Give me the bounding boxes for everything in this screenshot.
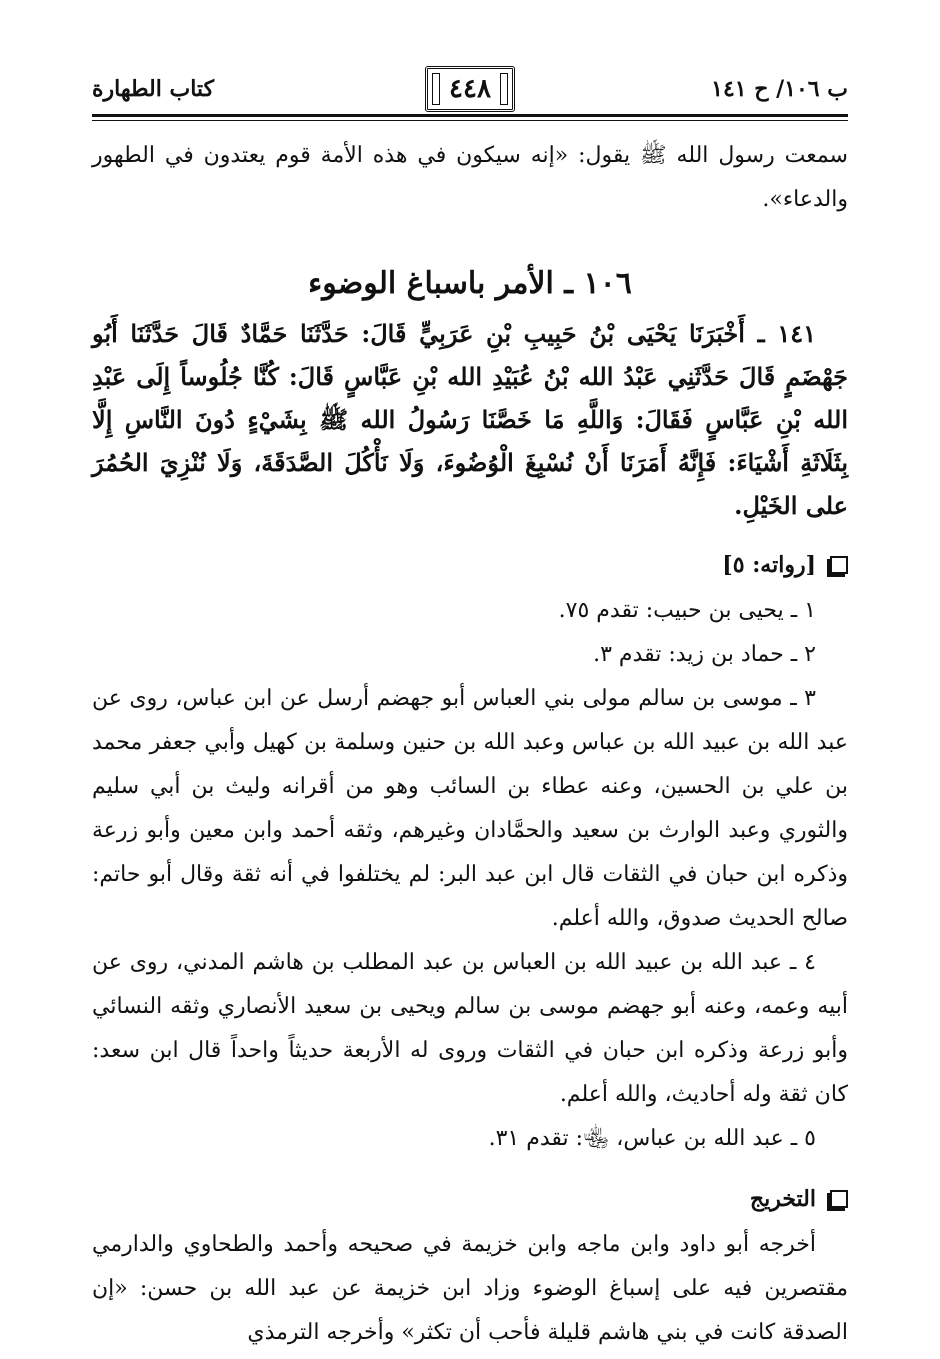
checkbox-square-icon [830, 556, 848, 574]
narrator-item: ٤ ـ عبد الله بن عبيد الله بن العباس بن عبد المطلب بن هاشم المدني، روى عن أبيه وعمه، وعنه أبو جهضم موسى بن سالم ويحيى بن سعيد الأنصاري وثقه النسائي وأبو زرعة وذكره ابن حبان في الثقات وروى له الأربعة حديثاً واحداً قال ابن سعد: كان ثقة وله أحاديث، والله أعلم. [92, 950, 848, 1107]
hadith-text: ١٤١ ـ أَخْبَرَنَا يَحْيَى بْنُ حَبِيبِ بْنِ عَرَبِيٍّ قَالَ: حَدَّثَنَا حَمَّادٌ قَالَ حَدَّثَنَا أَبُو جَهْضَمٍ قَالَ حَدَّثَنِي عَبْدُ الله بْنُ عُبَيْدِ الله بْنِ عَبَّاسٍ قَالَ: كُنَّا جُلُوساً إِلَى عَبْدِ الله بْنِ عَبَّاسٍ فَقَالَ: وَاللَّهِ مَا خَصَّنَا رَسُولُ الله ﷺ بِشَيْءٍ دُونَ النَّاسِ إِلَّا بِثَلَاثَةِ أَشْيَاءَ: فَإِنَّهُ أَمَرَنَا أَنْ نُسْبِغَ الْوُضُوءَ، وَلَا نَأْكُلَ الصَّدَقَةَ، وَلَا نُنْزِيَ الحُمُرَ على الخَيْلِ. [92, 319, 848, 520]
header-rule-thin [92, 120, 848, 121]
narrators-heading [92, 545, 848, 585]
narrator-item: ١ ـ يحيى بن حبيب: تقدم ٧٥. [558, 598, 816, 623]
narrators-heading-label: [رواته: ٥] [722, 552, 816, 578]
chapter-title: ١٠٦ ـ الأمر باسباغ الوضوء [308, 266, 632, 301]
page-number: ٤٤٨ [425, 66, 515, 112]
narrator-item: ٢ ـ حماد بن زيد: تقدم ٣. [593, 642, 816, 667]
takhrij-text: أخرجه أبو داود وابن ماجه وابن خزيمة في صحيحه وأحمد والطحاوي والدارمي مقتصرين فيه على إسباغ الوضوء وزاد ابن خزيمة عن عبد الله بن حسن: «إن الصدقة كانت في بني هاشم قليلة فأحب أن تكثر» وأخرجه الترمذي [92, 1232, 848, 1345]
book-title: كتاب الطهارة [92, 76, 215, 102]
page-header [92, 62, 848, 118]
narrator-item: ٣ ـ موسى بن سالم مولى بني العباس أبو جهضم أرسل عن ابن عباس، روى عن عبد الله بن عبيد الله بن عباس وعبد الله بن حنين وسلمة بن كهيل وأبي جعفر محمد بن علي بن الحسين، وعنه عطاء بن السائب وهو من أقرانه وليث بن أبي سليم والثوري وعبد الوارث بن سعيد والحمَّادان وغيرهم، وثقه أحمد وابن معين وأبو زرعة وذكره ابن حبان في الثقات قال ابن عبد البر: لم يختلفوا في أنه ثقة وقال أبو حاتم: صالح الحديث صدوق، والله أعلم. [92, 686, 848, 931]
chapter-hadith-ref: ب ١٠٦/ ح ١٤١ [711, 76, 848, 102]
takhrij-heading [92, 1179, 848, 1219]
checkbox-square-icon [830, 1190, 848, 1208]
page-body [92, 124, 848, 1355]
header-rule [92, 114, 848, 117]
takhrij-heading-label: التخريج [749, 1186, 816, 1212]
intro-paragraph: سمعت رسول الله ﷺ يقول: «إنه سيكون في هذه الأمة قوم يعتدون في الطهور والدعاء». [92, 143, 848, 212]
narrator-item: ٥ ـ عبد الله بن عباس، ﵄: تقدم ٣١. [488, 1126, 816, 1151]
